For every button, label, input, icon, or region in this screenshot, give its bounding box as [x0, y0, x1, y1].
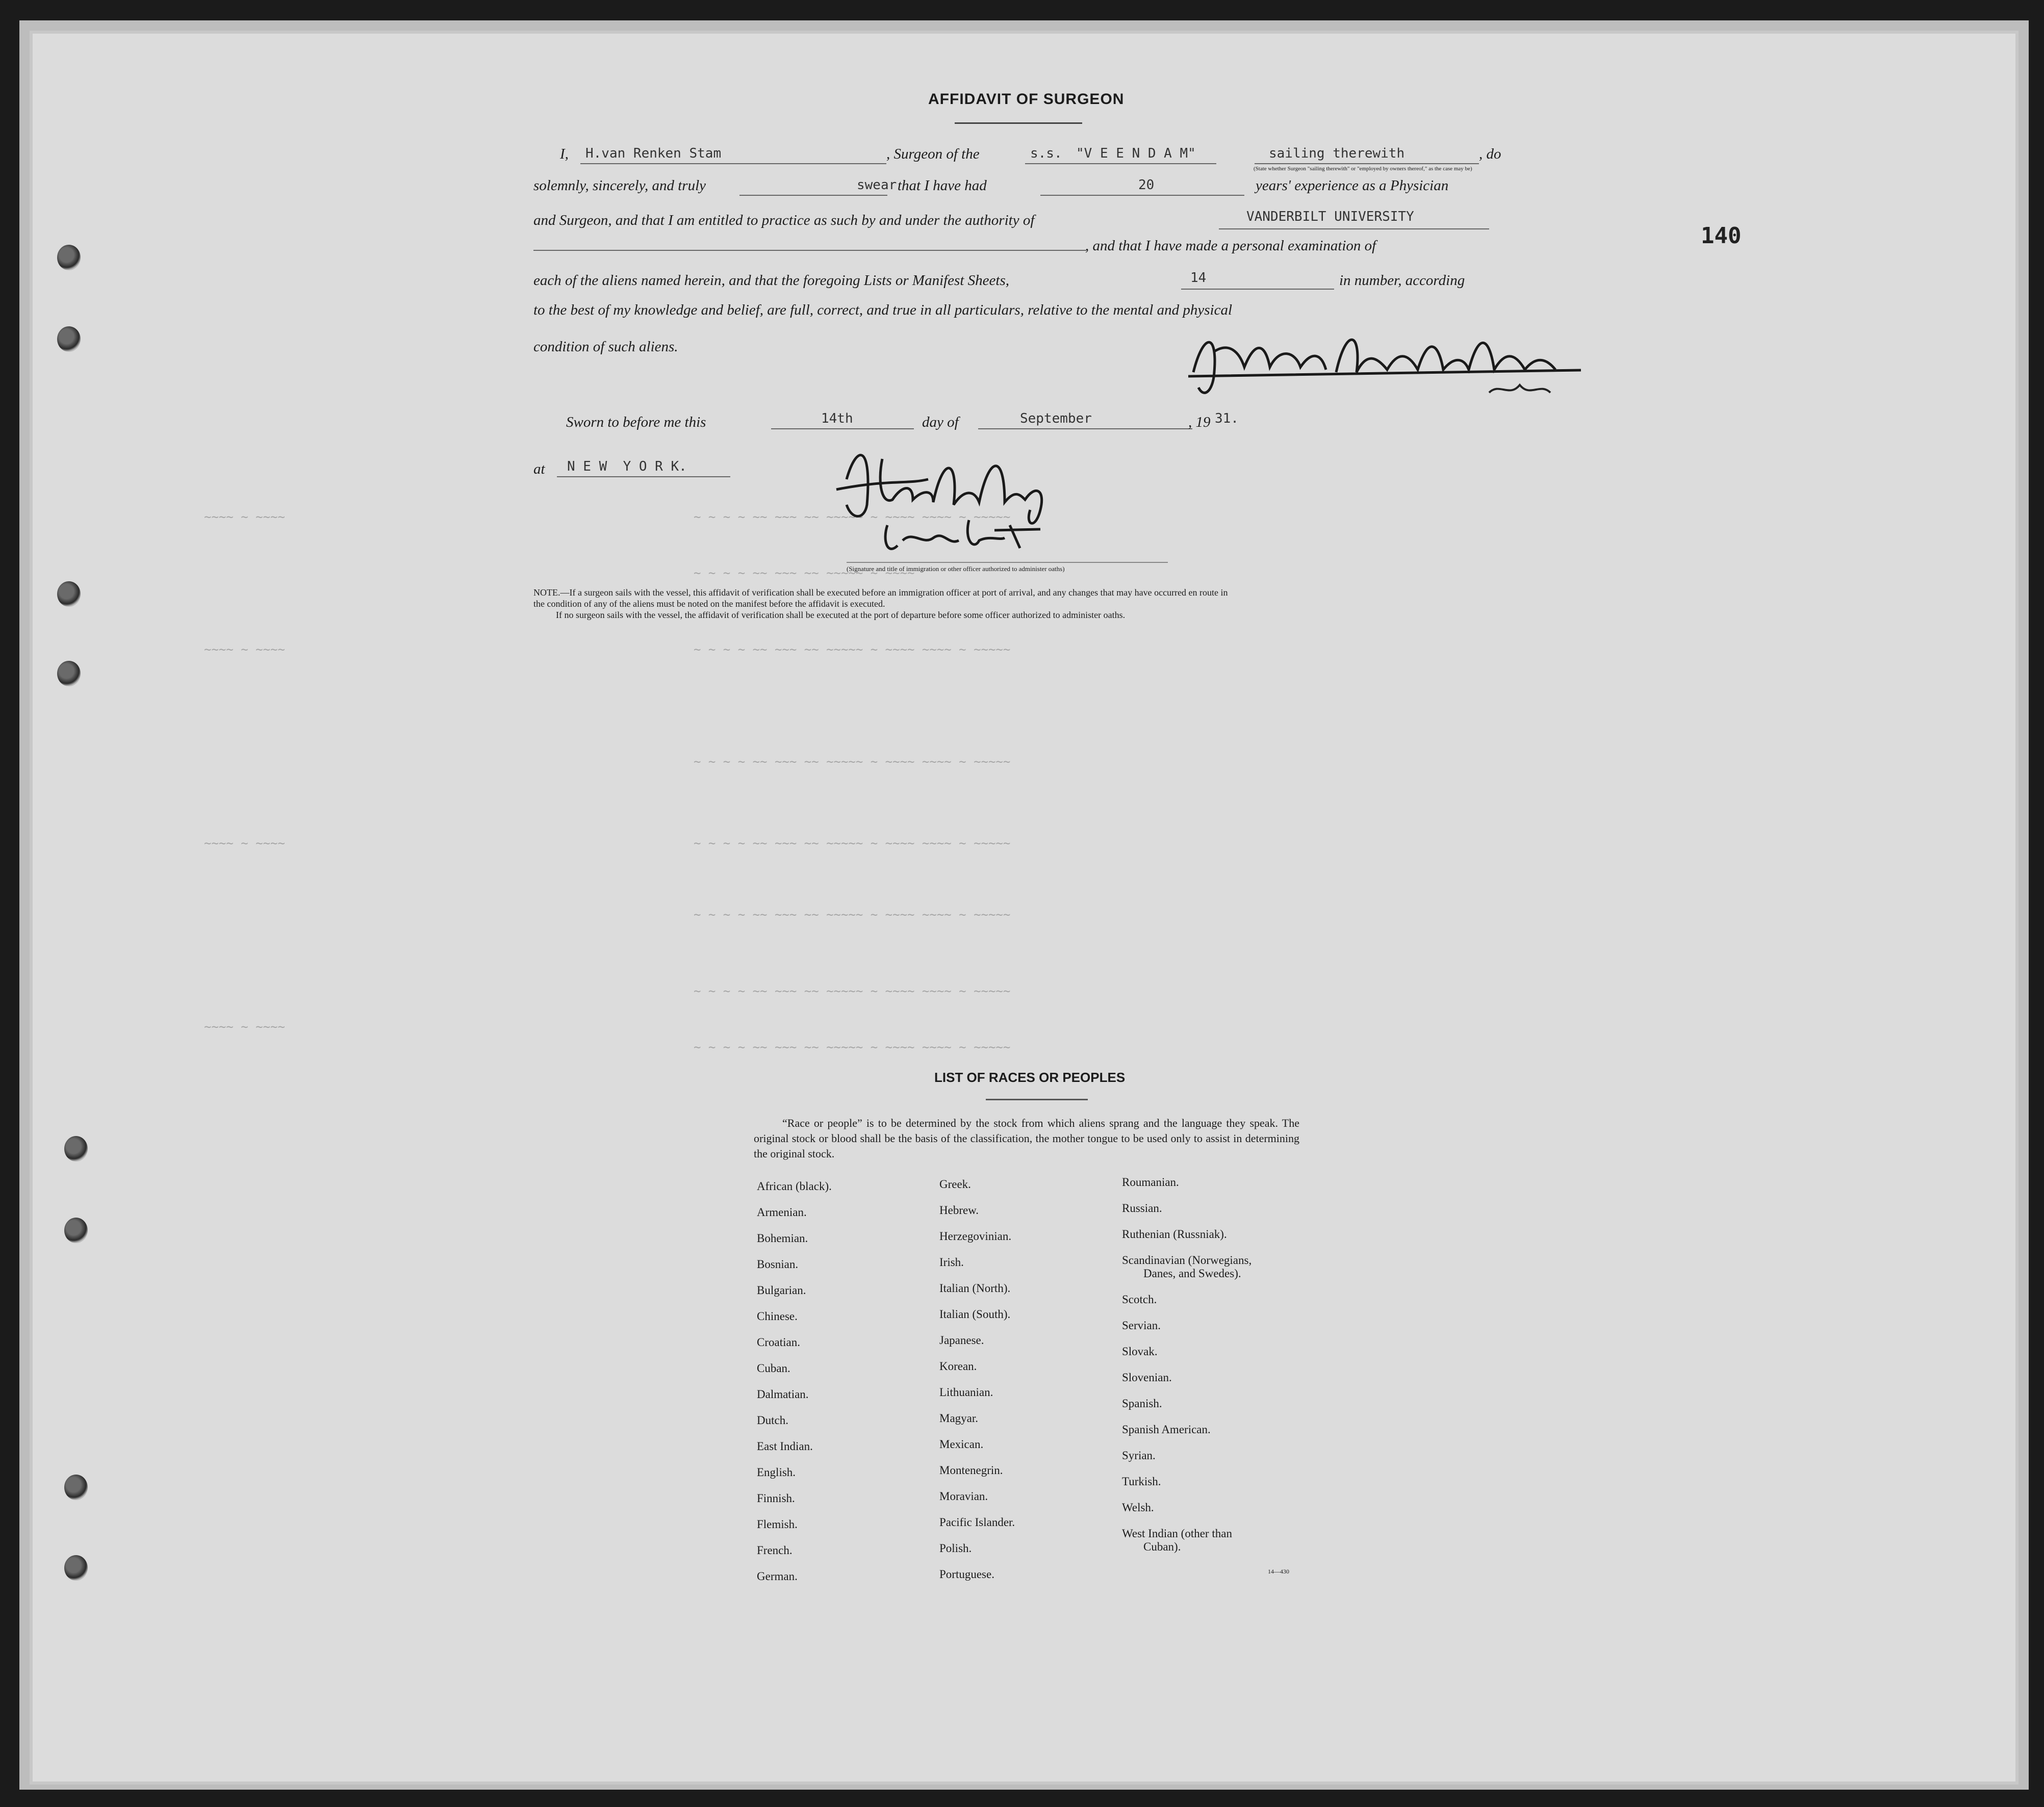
text: solemnly, sincerely, and truly: [533, 177, 706, 194]
race-item: Finnish.: [757, 1492, 795, 1505]
oath-type: swear: [857, 177, 897, 193]
race-item: Danes, and Swedes).: [1143, 1267, 1241, 1280]
races-column-1: [757, 1180, 832, 1596]
race-item: Cuban.: [757, 1362, 790, 1375]
race-item: Italian (North).: [939, 1282, 1011, 1295]
race-item: Pacific Islander.: [939, 1516, 1015, 1529]
races-column-3: [1122, 1176, 1251, 1566]
race-item: Montenegrin.: [939, 1464, 1003, 1477]
race-item: Turkish.: [1122, 1475, 1161, 1488]
race-item: Portuguese.: [939, 1568, 994, 1581]
races-intro: “Race or people” is to be determined by the stock from which aliens sprang and the language they speak. The original stock or blood shall be the basis of the classification, the mother tongue to be used only to assist in determining the original stock.: [754, 1117, 1299, 1160]
race-item: Moravian.: [939, 1490, 988, 1503]
race-item: Roumanian.: [1122, 1176, 1179, 1189]
race-item: Mexican.: [939, 1438, 984, 1451]
surgeon-name: H.van Renken Stam: [585, 146, 722, 161]
punch-hole: [57, 581, 81, 607]
race-item: Cuban).: [1143, 1540, 1181, 1553]
sworn-month: September: [1020, 411, 1092, 426]
race-item: Bulgarian.: [757, 1284, 806, 1297]
punch-hole: [64, 1475, 88, 1500]
text: day of: [922, 414, 959, 430]
race-item: Dutch.: [757, 1414, 788, 1427]
text: , and that I have made a personal examination of: [1085, 238, 1376, 254]
race-item: Scandinavian (Norwegians,: [1122, 1254, 1252, 1267]
vessel-prefix: s.s.: [1030, 146, 1062, 161]
race-item: Servian.: [1122, 1319, 1161, 1332]
text: and Surgeon, and that I am entitled to practice as such by and under the authority of: [533, 212, 1035, 228]
sailing-hint: (State whether Surgeon "sailing therewith" or "employed by owners thereof," as the case may be): [1254, 166, 1472, 172]
note-line: the condition of any of the aliens must be noted on the manifest before the affidavit is executed.: [533, 599, 885, 609]
text: years' experience as a Physician: [1256, 177, 1449, 194]
punch-hole: [64, 1136, 88, 1161]
races-column-2: [939, 1178, 1015, 1594]
affidavit-line-7: condition of such aliens.: [533, 339, 678, 355]
affidavit-title: AFFIDAVIT OF SURGEON: [928, 91, 1125, 108]
affidavit-line-6: to the best of my knowledge and belief, are full, correct, and true in all particulars, relative to the mental and physical: [533, 302, 1233, 318]
race-item: English.: [757, 1466, 796, 1479]
race-item: Japanese.: [939, 1334, 984, 1347]
race-item: Bohemian.: [757, 1232, 808, 1245]
races-title: LIST OF RACES OR PEOPLES: [934, 1070, 1126, 1085]
race-item: West Indian (other than: [1122, 1527, 1232, 1540]
text: I,: [560, 146, 569, 162]
text: Sworn to before me this: [566, 414, 706, 430]
race-item: Armenian.: [757, 1206, 807, 1219]
page-number: 140: [1701, 223, 1742, 249]
text: , do: [1479, 146, 1501, 162]
races-divider: [986, 1099, 1088, 1100]
note-line: If no surgeon sails with the vessel, the affidavit of verification shall be executed at the port of departure before some officer authorized to administer oaths.: [556, 610, 1126, 620]
race-item: East Indian.: [757, 1440, 813, 1453]
text: at: [533, 461, 545, 477]
race-item: Chinese.: [757, 1310, 798, 1323]
race-item: Hebrew.: [939, 1204, 979, 1217]
race-item: French.: [757, 1544, 793, 1557]
sailing-status: sailing therewith: [1269, 146, 1405, 161]
text: in number, according: [1339, 272, 1465, 289]
race-item: Greek.: [939, 1178, 971, 1191]
race-item: Welsh.: [1122, 1501, 1154, 1514]
sworn-place: N E W Y O R K.: [567, 459, 687, 474]
text: , 19: [1188, 414, 1211, 430]
text: , Surgeon of the: [886, 146, 980, 162]
race-item: Syrian.: [1122, 1449, 1156, 1462]
manifest-sheet: [30, 31, 2019, 1785]
years-experience: 20: [1138, 177, 1155, 193]
race-item: Spanish American.: [1122, 1423, 1211, 1436]
punch-hole: [57, 661, 81, 686]
officer-caption: (Signature and title of immigration or other officer authorized to administer oaths): [847, 565, 1065, 573]
form-code: 14—430: [1268, 1568, 1289, 1575]
licensing-authority: VANDERBILT UNIVERSITY: [1246, 209, 1414, 224]
race-item: Bosnian.: [757, 1258, 799, 1271]
race-item: Ruthenian (Russniak).: [1122, 1228, 1227, 1241]
race-item: Spanish.: [1122, 1397, 1162, 1410]
race-item: Flemish.: [757, 1518, 798, 1531]
text: that I have had: [898, 177, 987, 194]
officer-signature: [826, 438, 1102, 561]
race-item: Russian.: [1122, 1202, 1162, 1215]
race-item: Herzegovinian.: [939, 1230, 1012, 1243]
punch-hole: [64, 1555, 88, 1581]
race-item: Croatian.: [757, 1336, 800, 1349]
vessel-name: "V E E N D A M": [1076, 146, 1196, 161]
race-item: Slovenian.: [1122, 1371, 1172, 1384]
race-item: Italian (South).: [939, 1308, 1011, 1321]
race-item: German.: [757, 1570, 798, 1583]
punch-hole: [57, 326, 81, 352]
surgeon-signature: [1183, 321, 1591, 403]
sworn-day: 14th: [821, 411, 853, 426]
race-item: Dalmatian.: [757, 1388, 809, 1401]
race-item: Lithuanian.: [939, 1386, 993, 1399]
race-item: Slovak.: [1122, 1345, 1158, 1358]
race-item: Scotch.: [1122, 1293, 1157, 1306]
race-item: Irish.: [939, 1256, 964, 1269]
punch-hole: [57, 245, 81, 270]
sworn-year: 31.: [1215, 411, 1239, 426]
race-item: Polish.: [939, 1542, 972, 1555]
race-item: Korean.: [939, 1360, 977, 1373]
title-divider: [955, 122, 1082, 124]
sheet-count: 14: [1190, 270, 1207, 286]
note-line: NOTE.—If a surgeon sails with the vessel, this affidavit of verification shall be executed before an immigration officer at port of arrival, and any changes that may have occurred en route in: [533, 587, 1228, 598]
punch-hole: [64, 1218, 88, 1243]
text: each of the aliens named herein, and that the foregoing Lists or Manifest Sheets,: [533, 272, 1009, 289]
race-item: African (black).: [757, 1180, 832, 1193]
race-item: Magyar.: [939, 1412, 979, 1425]
